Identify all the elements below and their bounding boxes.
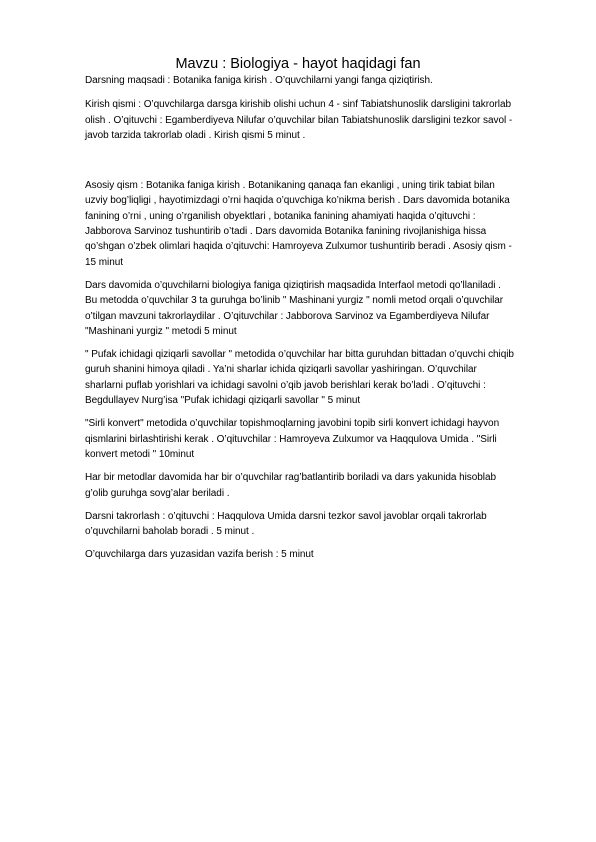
page-title: Mavzu : Biologiya - hayot haqidagi fan <box>175 56 421 72</box>
balloon-method-paragraph: " Pufak ichidagi qiziqarli savollar " metodida o’quvchilar har bitta guruhdan bittadan o’quvchi chiqib guruh shanini himoya qiladi . Ya’ni sharlar ichida qiziqarli savollar yashiringan. O’quvchilar sharlarni puflab yorishlari va ichidagi savolni o’qib javob berishlari kerak bo’ladi . O’qituvchi : Begdullayev Nurg’isa "Pufak ichidagi qiziqarli savollar " 5 minut <box>85 349 514 407</box>
introduction-paragraph: Kirish qismi : O’quvchilarga darsga kirishib olishi uchun 4 - sinf Tabiatshunoslik darsligini takrorlab olish . O’qituvchi : Egamberdiyeva Nilufar o’quvchilar bilan Tabiatshunoslik darsligini tezkor savol - javob tarzida takrorlab oladi . Kirish qismi 5 minut . <box>85 99 513 141</box>
blank-spacer <box>85 151 515 178</box>
homework-paragraph: O’quvchilarga dars yuzasidan vazifa berish : 5 minut <box>85 549 314 561</box>
main-part-paragraph: Asosiy qism : Botanika faniga kirish . Botanikaning qanaqa fan ekanligi , uning tirik tabiat bilan uzviy bog’liqligi , hayotimizdagi o’rni haqida o’quvchiga ko’nikma berish . Dars davomida botanika fanining o’rni , uning o’rganilish obyektlari , botanika fanining ahamiyati haqida o’qituvchi : Jabborova Sarvinoz tushuntirib o’tadi . Dars davomida Botanika fanining rivojlanishiga hissa qo’shgan o’zbek olimlari haqida o’qituvchi: Hamroyeva Zulxumor tushuntirib beradi . Asosiy qism - 15 minut <box>85 180 512 268</box>
secret-envelope-paragraph: "Sirli konvert" metodida o’quvchilar topishmoqlarning javobini topib sirli konvert ichidagi hayvon qismlarini birlashtirishi kerak . O’qituvchilar : Hamroyeva Zulxumor va Haqqulova Umida . "Sirli konvert metodi " 10minut <box>85 418 500 460</box>
review-paragraph: Darsni takrorlash : o’qituvchi : Haqqulova Umida darsni tezkor savol javoblar orqali takrorlab o’quvchilarni baholab boradi . 5 minut . <box>85 510 487 538</box>
document-body <box>85 73 515 571</box>
lesson-goal-paragraph: Darsning maqsadi : Botanika faniga kirish . O’quvchilarni yangi fanga qiziqtirish. <box>85 75 433 86</box>
encouragement-paragraph: Har bir metodlar davomida har bir o’quvchilar rag’batlantirib boriladi va dars yakunida hisoblab g’olib guruhga sovg’alar beriladi . <box>85 472 496 499</box>
interactive-method-paragraph: Dars davomida o’quvchilarni biologiya faniga qiziqtirish maqsadida Interfaol metodi qo’llaniladi . Bu metodda o’quvchilar 3 ta guruhga bo’linib " Mashinani yurgiz " nomli metod orqali o’quvchilar o’tilgan mavzuni takrorlaydilar . O’qituvchilar : Jabborova Sarvinoz va Egamberdiyeva Nilufar "Mashinani yurgiz " metodi 5 minut <box>85 279 504 337</box>
